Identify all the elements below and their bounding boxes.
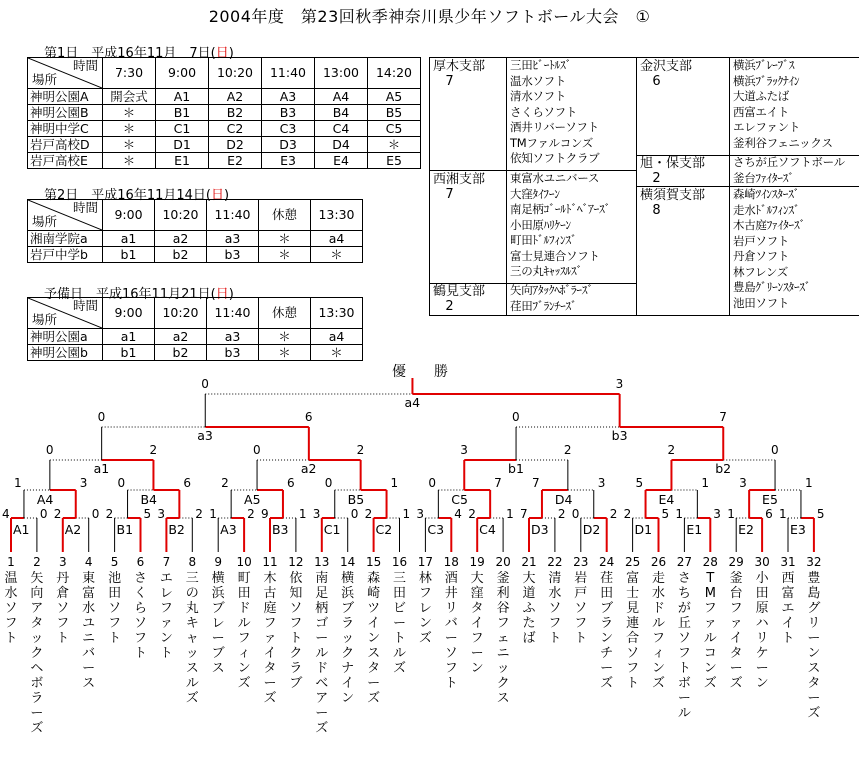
team-name: 矢向アタックヘボラーズ: [30, 571, 44, 736]
team-name: 釜台ファイターズ: [729, 571, 743, 691]
day1-time-header: 13:00: [315, 58, 368, 89]
place-cell: 神明公園A: [28, 89, 103, 105]
branch-team-item: 東富水ユニバース: [510, 171, 600, 185]
day2-label-text: 第2日 平成16年11月14日(: [44, 188, 211, 203]
team-name: 林フレンズ: [418, 571, 432, 646]
score-left: 7: [531, 476, 540, 490]
day2-time-header: 9:00: [103, 200, 155, 231]
team-name: 岩戸ソフト: [574, 571, 588, 646]
match-cell: C3: [262, 121, 315, 137]
match-cell: a1: [103, 231, 155, 247]
score-left: 0: [117, 476, 126, 490]
score-right: 7: [719, 410, 727, 424]
branch-team-item: さくらソフト: [510, 104, 577, 119]
day2-label-close: ): [224, 188, 230, 203]
match-cell: b1: [103, 345, 155, 361]
match-cell: A1: [156, 89, 209, 105]
score-right: 1: [701, 476, 709, 490]
branch-team-item: 小田原ﾊﾘｹｰﾝ: [510, 217, 571, 232]
branch-kanazawa: 金沢支部 6: [640, 59, 693, 89]
match-label: B1: [116, 522, 134, 537]
score-right: 3: [79, 476, 88, 490]
score-left: 0: [428, 476, 436, 490]
score-right: 3: [713, 507, 721, 521]
match-cell: b3: [207, 247, 259, 263]
score-right: 2: [563, 443, 572, 457]
branch-team-item: 木古庭ﾌｧｲﾀｰｽﾞ: [733, 218, 806, 232]
reserve-time-header: 13:30: [311, 298, 363, 329]
branch-asahi: 旭・保支部 2: [640, 156, 706, 186]
match-label: A5: [244, 492, 261, 507]
score-left: 2: [53, 507, 62, 521]
score-right: 6: [183, 476, 191, 490]
team-name: 東富水ユニバース: [82, 571, 96, 691]
match-label: A3: [220, 522, 237, 537]
day1-time-header: 11:40: [262, 58, 315, 89]
branch-team-item: 町田ﾄﾞﾙﾌｨﾝｽﾞ: [510, 233, 577, 247]
score-left: 5: [635, 476, 644, 490]
match-cell: E1: [156, 153, 209, 169]
day1-label-weekday: 日: [215, 46, 229, 61]
match-cell: B1: [156, 105, 209, 121]
score-left: 2: [468, 507, 476, 521]
score-right: 2: [149, 443, 158, 457]
score-left: 2: [364, 507, 373, 521]
match-cell: C2: [209, 121, 262, 137]
team-name: エレファント: [159, 571, 173, 661]
team-name: 釜利谷フェニックス: [496, 571, 510, 706]
match-cell: A2: [209, 89, 262, 105]
place-cell: 岩戸高校D: [28, 137, 103, 153]
score-left: 1: [13, 476, 22, 490]
team-name: TMファルコンズ: [703, 571, 717, 691]
score-right: 2: [247, 507, 255, 521]
branch-team-item: 走水ﾄﾞﾙﾌｨﾝｽﾞ: [733, 202, 800, 217]
match-cell: A5: [368, 89, 421, 105]
team-number: 24: [599, 555, 615, 569]
branch-team-item: 大窪ﾀｲﾌｰﾝ: [510, 186, 560, 201]
score-right: 6: [765, 507, 773, 521]
match-cell: ＊: [103, 105, 156, 121]
branch-team-item: 豊島ｸﾞﾘｰﾝｽﾀｰｽﾞ: [733, 280, 811, 294]
team-name: 清水ソフト: [548, 571, 562, 646]
match-cell: a2: [155, 329, 207, 345]
place-cell: 神明公園b: [28, 345, 103, 361]
score-left: 0: [201, 377, 209, 391]
match-cell: A3: [262, 89, 315, 105]
score-right: 2: [557, 507, 566, 521]
match-cell: a1: [103, 329, 155, 345]
score-left: 4: [2, 507, 10, 521]
score-left: 3: [416, 507, 425, 521]
match-cell: ＊: [103, 121, 156, 137]
match-cell: E5: [368, 153, 421, 169]
score-left: 1: [779, 507, 787, 521]
score-left: 2: [667, 443, 676, 457]
branch-team-item: 丹倉ソフト: [733, 249, 789, 263]
match-label: A2: [64, 522, 82, 537]
team-name: さちが丘ソフトボール: [677, 571, 691, 721]
day1-header-place: 場所: [32, 72, 58, 87]
match-label: E3: [789, 522, 806, 537]
match-label: A4: [36, 492, 54, 507]
match-cell: ＊: [103, 153, 156, 169]
day2-time-header: 10:20: [155, 200, 207, 231]
match-cell: b2: [155, 345, 207, 361]
branch-atsugi: 厚木支部 7: [433, 59, 486, 89]
branch-team-item: 酒井リバーソフト: [510, 120, 599, 134]
score-left: 1: [209, 507, 217, 521]
team-name: 小田原ハリケーン: [755, 571, 769, 691]
day2-time-header: 13:30: [311, 200, 363, 231]
match-cell: ＊: [259, 231, 311, 247]
match-cell: a3: [207, 231, 259, 247]
match-label: E2: [738, 522, 754, 537]
team-name: 池田ソフト: [108, 571, 122, 646]
team-name: 横浜ブラックナイン: [341, 571, 355, 706]
team-number: 1: [7, 555, 15, 569]
match-cell: b3: [207, 345, 259, 361]
match-cell: B2: [209, 105, 262, 121]
reserve-header-time: 時間: [72, 298, 98, 313]
match-cell: ＊: [311, 247, 363, 263]
branch-team-item: 岩戸ソフト: [733, 233, 789, 248]
score-right: 1: [402, 507, 411, 521]
day1-time-header: 9:00: [156, 58, 209, 89]
match-cell: E2: [209, 153, 262, 169]
score-right: 2: [609, 507, 618, 521]
match-label: E5: [762, 492, 778, 507]
reserve-header-place: 場所: [32, 312, 58, 327]
team-number: 16: [391, 555, 408, 569]
team-number: 2: [33, 555, 41, 569]
match-cell: D3: [262, 137, 315, 153]
score-left: 3: [312, 507, 321, 521]
score-left: 0: [253, 443, 261, 457]
score-right: 5: [661, 507, 670, 521]
day2-label-weekday: 日: [210, 188, 224, 203]
match-cell: ＊: [368, 137, 421, 153]
branch-team-item: 横浜ﾌﾞﾚｰﾌﾞｽ: [733, 58, 795, 72]
branch-team-item: 温水ソフト: [510, 73, 566, 88]
branch-team-item: 清水ソフト: [510, 89, 566, 103]
match-label: B4: [140, 492, 157, 507]
branch-yokosuka: 横須賀支部 8: [640, 188, 706, 218]
team-number: 14: [340, 555, 356, 569]
team-name: 依知ソフトクラブ: [289, 571, 303, 691]
match-label: C2: [375, 522, 393, 537]
team-number: 4: [84, 555, 93, 569]
day1-time-header: 14:20: [368, 58, 421, 89]
match-cell: 開会式: [103, 89, 156, 105]
score-right: 5: [143, 507, 152, 521]
team-number: 13: [314, 555, 330, 569]
team-name: 大道ふたば: [522, 571, 536, 646]
score-right: 1: [506, 507, 514, 521]
place-cell: 神明中学C: [28, 121, 103, 137]
score-left: 2: [623, 507, 632, 521]
team-number: 20: [495, 555, 511, 569]
match-label: E4: [658, 492, 675, 507]
match-label: a2: [300, 461, 317, 476]
day1-label-close: ): [228, 46, 234, 61]
match-label: C3: [427, 522, 445, 537]
score-right: 1: [390, 476, 399, 490]
score-right: 6: [304, 410, 313, 424]
match-label: A1: [12, 522, 30, 537]
branch-team-item: 釜利谷フェニックス: [733, 135, 833, 150]
day1-time-header: 10:20: [209, 58, 262, 89]
team-number: 15: [365, 555, 382, 569]
score-right: 2: [356, 443, 365, 457]
match-label: b3: [611, 428, 628, 443]
branch-team-item: 大道ふたば: [733, 89, 789, 103]
score-right: 5: [816, 507, 825, 521]
match-cell: ＊: [103, 137, 156, 153]
score-right: 0: [91, 507, 100, 521]
team-name: さくらソフト: [133, 571, 147, 661]
team-name: 森崎ツインスターズ: [367, 571, 381, 706]
reserve-time-header: 11:40: [207, 298, 259, 329]
score-right: 3: [615, 377, 624, 391]
reserve-label-close: ): [228, 287, 234, 302]
match-cell: C1: [156, 121, 209, 137]
team-number: 25: [624, 555, 641, 569]
match-label: B2: [168, 522, 185, 537]
team-name: 大窪タイフーン: [470, 571, 484, 676]
match-label: a1: [93, 461, 110, 476]
match-cell: a4: [311, 231, 363, 247]
team-number: 30: [754, 555, 770, 569]
match-label: C1: [323, 522, 341, 537]
match-cell: b2: [155, 247, 207, 263]
match-cell: A4: [315, 89, 368, 105]
day2-time-header: 休憩: [259, 200, 311, 231]
team-number: 6: [136, 555, 145, 569]
match-label: C4: [479, 522, 496, 537]
team-name: 南足柄ゴールドベアーズ: [315, 571, 329, 736]
team-number: 10: [236, 555, 252, 569]
team-number: 5: [110, 555, 119, 569]
team-name: 町田ドルフィンズ: [237, 571, 251, 691]
team-name: 木古庭ファイターズ: [263, 571, 277, 706]
match-label: b2: [715, 461, 732, 476]
match-label: B3: [271, 522, 289, 537]
score-right: 0: [350, 507, 359, 521]
day2-time-header: 11:40: [207, 200, 259, 231]
match-cell: E3: [262, 153, 315, 169]
branch-team-item: さちが丘ソフトボール: [733, 155, 845, 169]
score-left: 0: [324, 476, 333, 490]
reserve-time-header: 10:20: [155, 298, 207, 329]
team-number: 32: [806, 555, 822, 569]
branch-team-item: 依知ソフトクラブ: [510, 151, 600, 165]
score-right: 0: [771, 443, 779, 457]
branch-team-item: 池田ソフト: [733, 295, 789, 310]
team-name: 走水ドルフィンズ: [651, 571, 665, 691]
team-number: 7: [162, 555, 171, 569]
team-number: 8: [188, 555, 197, 569]
match-cell: a2: [155, 231, 207, 247]
match-cell: B4: [315, 105, 368, 121]
team-number: 12: [288, 555, 304, 569]
team-name: 西富エイト: [781, 571, 795, 646]
team-number: 21: [521, 555, 537, 569]
team-number: 17: [417, 555, 434, 569]
match-cell: D4: [315, 137, 368, 153]
branch-team-item: 林フレンズ: [733, 264, 788, 279]
score-right: 2: [195, 507, 203, 521]
team-number: 18: [443, 555, 459, 569]
match-label: D3: [530, 522, 549, 537]
match-cell: ＊: [311, 345, 363, 361]
branch-team-item: エレファント: [733, 120, 800, 134]
place-cell: 神明公園B: [28, 105, 103, 121]
score-left: 0: [512, 410, 520, 424]
team-number: 31: [780, 555, 796, 569]
day2-header-time: 時間: [72, 200, 98, 215]
score-right: 7: [494, 476, 502, 490]
team-name: 三田ビートルズ: [392, 571, 406, 676]
page-title: 2004年度 第23回秋季神奈川県少年ソフトボール大会 ①: [208, 7, 651, 26]
branch-team-item: 森崎ﾂｲﾝｽﾀｰｽﾞ: [733, 187, 800, 201]
team-name: 豊島グリーンスターズ: [807, 571, 821, 721]
match-cell: D2: [209, 137, 262, 153]
match-label: B5: [347, 492, 365, 507]
place-cell: 神明公園a: [28, 329, 103, 345]
team-name: 三の丸キャッスルズ: [185, 571, 199, 706]
match-cell: ＊: [259, 345, 311, 361]
team-name: 荏田ブランチーズ: [600, 571, 614, 691]
match-label: E1: [686, 522, 703, 537]
match-label: D1: [634, 522, 653, 537]
day1-time-header: 7:30: [103, 58, 156, 89]
branch-team-item: 西富エイト: [733, 104, 789, 119]
match-label: C5: [451, 492, 468, 507]
score-right: 0: [39, 507, 48, 521]
score-right: 1: [298, 507, 307, 521]
score-left: 7: [520, 507, 528, 521]
score-left: 3: [157, 507, 166, 521]
score-left: 0: [97, 410, 106, 424]
score-left: 0: [45, 443, 54, 457]
day1-header-time: 時間: [72, 58, 98, 73]
team-name: 丹倉ソフト: [56, 571, 70, 646]
match-cell: B3: [262, 105, 315, 121]
team-name: 富士見連合ソフト: [626, 571, 640, 691]
score-left: 9: [261, 507, 269, 521]
match-cell: B5: [368, 105, 421, 121]
team-number: 28: [702, 555, 718, 569]
match-cell: ＊: [259, 329, 311, 345]
branch-seisho: 西湘支部 7: [433, 172, 486, 202]
score-left: 0: [571, 507, 580, 521]
match-cell: C5: [368, 121, 421, 137]
score-left: 2: [221, 476, 229, 490]
score-left: 3: [460, 443, 468, 457]
branch-team-item: 横浜ﾌﾞﾗｯｸﾅｲﾝ: [733, 73, 800, 88]
branch-team-item: 荏田ﾌﾞﾗﾝﾁｰｽﾞ: [510, 298, 577, 313]
score-right: 4: [454, 507, 462, 521]
place-cell: 岩戸中学b: [28, 247, 103, 263]
team-number: 9: [214, 555, 222, 569]
champion-label: 優 勝: [392, 364, 448, 380]
score-right: 3: [597, 476, 606, 490]
score-right: 6: [286, 476, 295, 490]
branch-team-item: 三田ﾋﾞｰﾄﾙｽﾞ: [510, 58, 572, 72]
score-left: 1: [727, 507, 735, 521]
day1-label-text: 第1日 平成16年11月 7日(: [44, 46, 216, 61]
score-left: 3: [739, 476, 747, 490]
reserve-time-header: 休憩: [259, 298, 311, 329]
match-cell: a3: [207, 329, 259, 345]
branch-team-item: 釜台ﾌｧｲﾀｰｽﾞ: [733, 170, 794, 185]
match-cell: C4: [315, 121, 368, 137]
match-cell: ＊: [259, 247, 311, 263]
team-name: 温水ソフト: [4, 571, 18, 646]
place-cell: 湘南学院a: [28, 231, 103, 247]
team-number: 19: [469, 555, 485, 569]
match-cell: b1: [103, 247, 155, 263]
match-label: a3: [197, 428, 213, 443]
team-number: 23: [573, 555, 589, 569]
reserve-label-text: 予備日 平成16年11月21日(: [44, 287, 216, 302]
match-label: D4: [554, 492, 573, 507]
branch-team-item: TMファルコンズ: [510, 135, 593, 150]
match-cell: a4: [311, 329, 363, 345]
team-number: 3: [58, 555, 67, 569]
branch-team-item: 南足柄ｺﾞｰﾙﾄﾞﾍﾞｱｰｽﾞ: [510, 202, 611, 216]
reserve-time-header: 9:00: [103, 298, 155, 329]
day2-header-place: 場所: [32, 214, 58, 229]
match-label: a4: [404, 395, 421, 410]
match-cell: D1: [156, 137, 209, 153]
match-cell: E4: [315, 153, 368, 169]
team-number: 29: [728, 555, 744, 569]
team-name: 横浜ブレーブス: [211, 571, 225, 676]
team-number: 27: [676, 555, 693, 569]
team-name: 酒井リバーソフト: [444, 571, 458, 691]
branch-tsurumi: 鶴見支部 2: [433, 284, 486, 314]
match-label: D2: [582, 522, 601, 537]
score-left: 1: [675, 507, 684, 521]
place-cell: 岩戸高校E: [28, 153, 103, 169]
team-number: 11: [262, 555, 278, 569]
match-label: b1: [508, 461, 524, 476]
team-number: 26: [650, 555, 667, 569]
reserve-label-weekday: 日: [215, 287, 229, 302]
score-left: 2: [105, 507, 114, 521]
score-right: 1: [804, 476, 813, 490]
branch-team-item: 三の丸ｷｬｯｽﾙｽﾞ: [510, 264, 583, 278]
branch-team-item: 矢向ｱﾀｯｸﾍﾎﾞﾗｰｽﾞ: [510, 283, 593, 297]
team-number: 22: [547, 555, 563, 569]
branch-team-item: 富士見連合ソフト: [510, 248, 600, 263]
